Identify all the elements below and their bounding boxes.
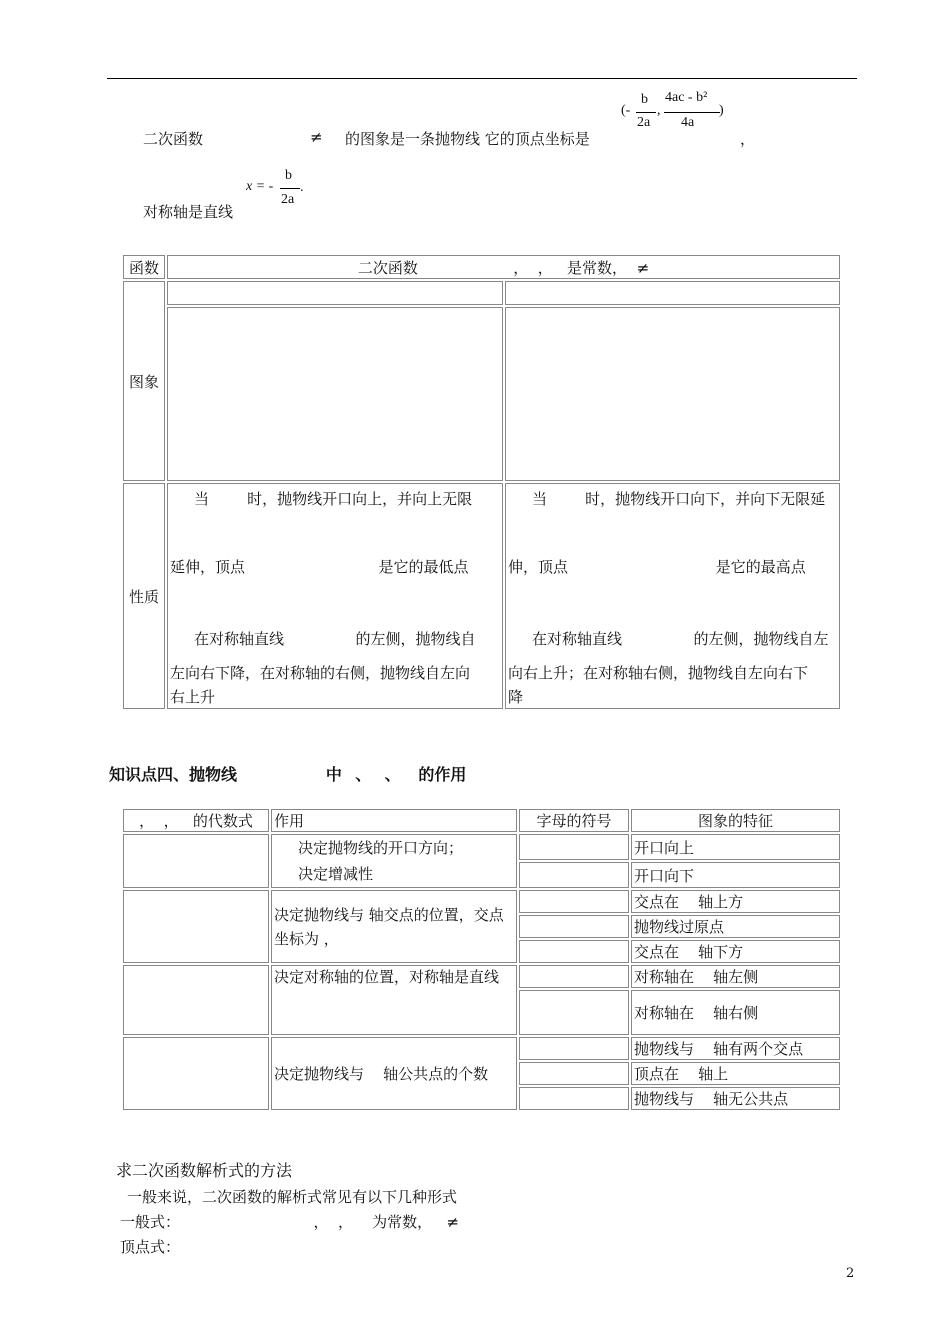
t1-props-left (167, 483, 503, 709)
t2-c-sign-2 (519, 915, 629, 938)
vf-den2: 4a (681, 115, 695, 130)
t1-left-p3: 在对称轴直线 的左侧，抛物线自 (194, 630, 476, 648)
t2-a-sign-1 (519, 834, 629, 860)
t2-b-effect: 决定对称轴的位置，对称轴是直线 (271, 965, 517, 1035)
vf-open: (- (621, 103, 631, 118)
t1-image-left (167, 307, 503, 481)
t1-row-props-label: 性质 (123, 483, 165, 709)
methods-title: 求二次函数解析式的方法 (116, 1163, 293, 1180)
af-dot: . (300, 180, 304, 195)
t1-image-right-top (505, 281, 840, 305)
t1-right-p5: 降 (508, 688, 524, 706)
t2-a-effect-2: 决定增减性 (298, 865, 374, 883)
intro-line2: 对称轴是直线 (143, 203, 234, 221)
t2-d-sign-1 (519, 1037, 629, 1060)
t1-image-left-top (167, 281, 503, 305)
t2-c-sign-3 (519, 940, 629, 963)
t1-header-func: 函数 (123, 255, 165, 279)
vf-line1 (636, 112, 656, 113)
t2-b-expr (123, 965, 269, 1035)
header-rule (107, 78, 857, 79)
intro-line1-right: 的图象是一条抛物线 它的顶点坐标是 (345, 130, 590, 148)
t2-b-sign-1 (519, 965, 629, 988)
t2-d-effect: 决定抛物线与 轴公共点的个数 (271, 1037, 517, 1110)
t2-b-feature-1: 对称轴在 轴左侧 (631, 965, 840, 988)
t1-left-p5: 右上升 (170, 688, 216, 706)
coefficient-role-table (121, 807, 842, 1112)
t2-d-feature-3: 抛物线与 轴无公共点 (631, 1087, 840, 1110)
t2-b-feature-2: 对称轴在 轴右侧 (631, 990, 840, 1035)
af-den: 2a (281, 192, 295, 207)
t2-a-effect (271, 834, 517, 888)
vf-close: ) (719, 103, 724, 118)
vf-line2 (664, 112, 720, 113)
af-num: b (285, 168, 292, 183)
t1-right-p1: 当 时，抛物线开口向下，并向下无限延 (532, 490, 826, 508)
t2-d-feature-1: 抛物线与 轴有两个交点 (631, 1037, 840, 1060)
intro-comma: ， (740, 130, 756, 148)
vf-num2: 4ac - b² (665, 90, 708, 105)
t1-row-image-label: 图象 (123, 281, 165, 481)
t1-right-p2: 伸，顶点 是它的最高点 (508, 558, 806, 576)
intro-neq: ≠ (310, 128, 323, 146)
t2-h-effect: 作用 (271, 809, 517, 832)
af-lhs: x = - (246, 179, 274, 194)
t2-c-feature-3: 交点在 轴下方 (631, 940, 840, 963)
t2-c-sign-1 (519, 890, 629, 913)
t2-c-expr (123, 890, 269, 963)
t2-a-effect-1: 决定抛物线的开口方向； (298, 839, 464, 857)
t2-a-feature-1: 开口向上 (631, 834, 840, 860)
t1-left-p4: 左向右下降，在对称轴的右侧，抛物线自左向 (170, 664, 471, 682)
methods-line3: 顶点式： (120, 1238, 181, 1256)
t1-image-right (505, 307, 840, 481)
t2-d-expr (123, 1037, 269, 1110)
t2-a-sign-2 (519, 862, 629, 888)
t2-a-feature-2: 开口向下 (631, 862, 840, 888)
section4-title: 知识点四、抛物线 中 、 、 的作用 (109, 767, 467, 784)
vf-b-num: b (641, 92, 648, 107)
t2-c-feature-1: 交点在 轴上方 (631, 890, 840, 913)
t2-h-sign: 字母的符号 (519, 809, 629, 832)
page-number: 2 (846, 1266, 855, 1281)
intro-line1-left: 二次函数 (143, 130, 204, 148)
quadratic-properties-table (121, 253, 842, 711)
t1-header-desc: 二次函数 ， ， 是常数， ≠ (167, 255, 840, 279)
t2-c-effect: 决定抛物线与 轴交点的位置，交点坐标为 ， (271, 890, 517, 963)
t2-d-sign-3 (519, 1087, 629, 1110)
vf-b-den: 2a (637, 115, 651, 130)
methods-line2: 一般式： ， ， 为常数， ≠ (120, 1213, 459, 1231)
t1-right-p3: 在对称轴直线 的左侧，抛物线自左 (532, 630, 829, 648)
t1-props-right (505, 483, 840, 709)
t1-left-p2: 延伸，顶点 是它的最低点 (170, 558, 469, 576)
t2-h-expr: ， ， 的代数式 (123, 809, 269, 832)
t2-d-feature-2: 顶点在 轴上 (631, 1062, 840, 1085)
vf-comma: , (657, 103, 661, 118)
t2-d-sign-2 (519, 1062, 629, 1085)
t1-right-p4: 向右上升；在对称轴右侧，抛物线自左向右下 (508, 664, 809, 682)
t2-a-expr (123, 834, 269, 888)
t2-c-feature-2: 抛物线过原点 (631, 915, 840, 938)
t2-b-sign-2 (519, 990, 629, 1035)
methods-line1: 一般来说，二次函数的解析式常见有以下几种形式 (127, 1188, 458, 1206)
t1-left-p1: 当 时，抛物线开口向上，并向上无限 (194, 490, 473, 508)
t2-h-feature: 图象的特征 (631, 809, 840, 832)
af-line (280, 188, 300, 189)
